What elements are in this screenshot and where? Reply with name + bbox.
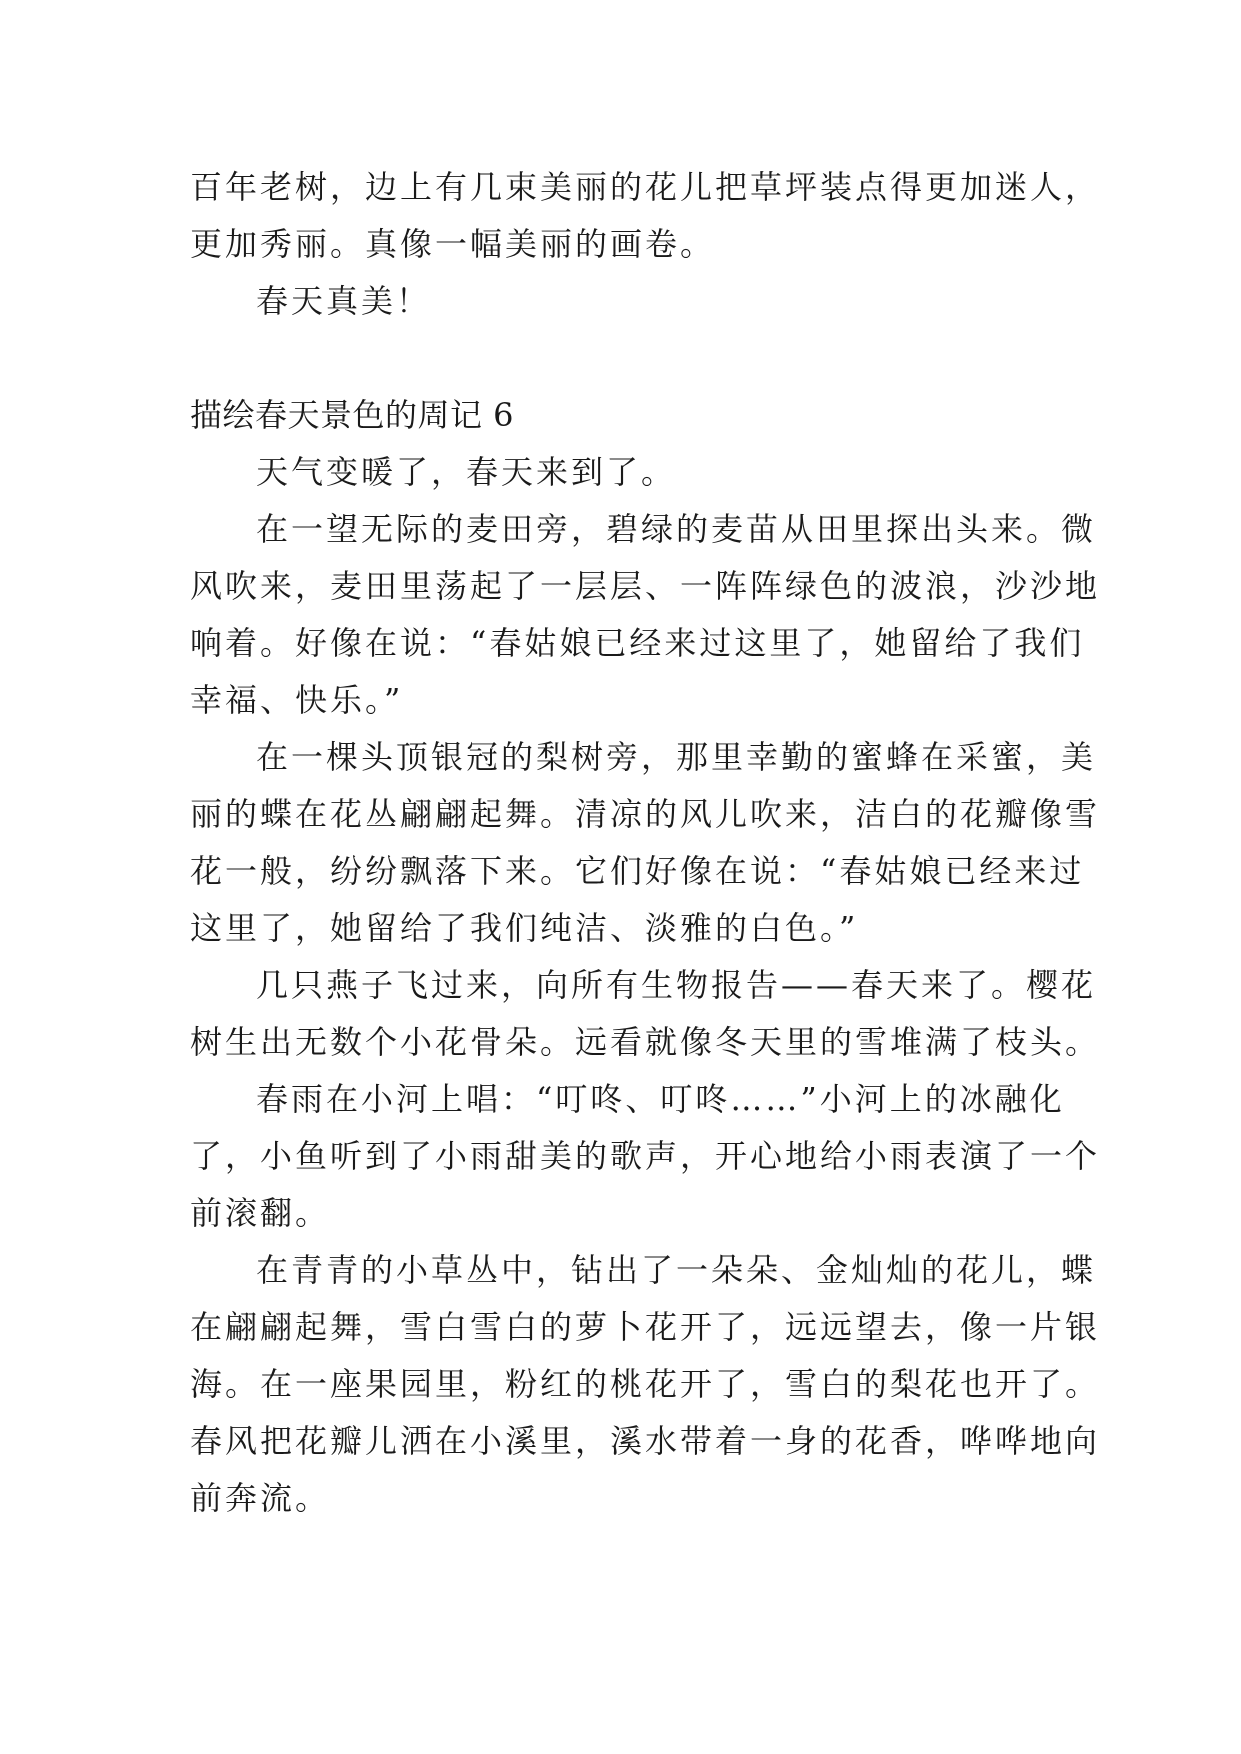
- text-line: 前滚翻。: [190, 1194, 331, 1232]
- text-line: 在青青的小草丛中，钻出了一朵朵、金灿灿的花儿，蝶: [256, 1251, 1097, 1289]
- text-line: 春天真美！: [256, 282, 432, 320]
- text-line: 幸福、快乐。”: [190, 681, 404, 719]
- section-heading: 描绘春天景色的周记 6: [190, 396, 515, 434]
- text-line: 了，小鱼听到了小雨甜美的歌声，开心地给小雨表演了一个: [190, 1137, 1101, 1175]
- text-line: 在一棵头顶银冠的梨树旁，那里幸勤的蜜蜂在采蜜，美: [256, 738, 1097, 776]
- text-line: 响着。好像在说：“春姑娘已经来过这里了，她留给了我们: [190, 624, 1085, 662]
- text-line: 在翩翩起舞，雪白雪白的萝卜花开了，远远望去，像一片银: [190, 1308, 1101, 1346]
- text-line: 在一望无际的麦田旁，碧绿的麦苗从田里探出头来。微: [256, 510, 1097, 548]
- text-line: 百年老树，边上有几束美丽的花儿把草坪装点得更加迷人，: [190, 168, 1101, 206]
- text-line: 几只燕子飞过来，向所有生物报告——春天来了。樱花: [256, 966, 1097, 1004]
- text-line: 更加秀丽。真像一幅美丽的画卷。: [190, 225, 716, 263]
- text-line: 海。在一座果园里，粉红的桃花开了，雪白的梨花也开了。: [190, 1365, 1101, 1403]
- text-line: 天气变暖了，春天来到了。: [256, 453, 677, 491]
- text-line: 风吹来，麦田里荡起了一层层、一阵阵绿色的波浪，沙沙地: [190, 567, 1101, 605]
- text-line: 这里了，她留给了我们纯洁、淡雅的白色。”: [190, 909, 859, 947]
- text-line: 春风把花瓣儿洒在小溪里，溪水带着一身的花香，哗哗地向: [190, 1422, 1101, 1460]
- text-line: 春雨在小河上唱：“叮咚、叮咚……”小河上的冰融化: [256, 1080, 1065, 1118]
- text-line: 花一般，纷纷飘落下来。它们好像在说：“春姑娘已经来过: [190, 852, 1085, 890]
- text-line: 前奔流。: [190, 1479, 331, 1517]
- text-line: 丽的蝶在花丛翩翩起舞。清凉的风儿吹来，洁白的花瓣像雪: [190, 795, 1101, 833]
- text-line: 树生出无数个小花骨朵。远看就像冬天里的雪堆满了枝头。: [190, 1023, 1101, 1061]
